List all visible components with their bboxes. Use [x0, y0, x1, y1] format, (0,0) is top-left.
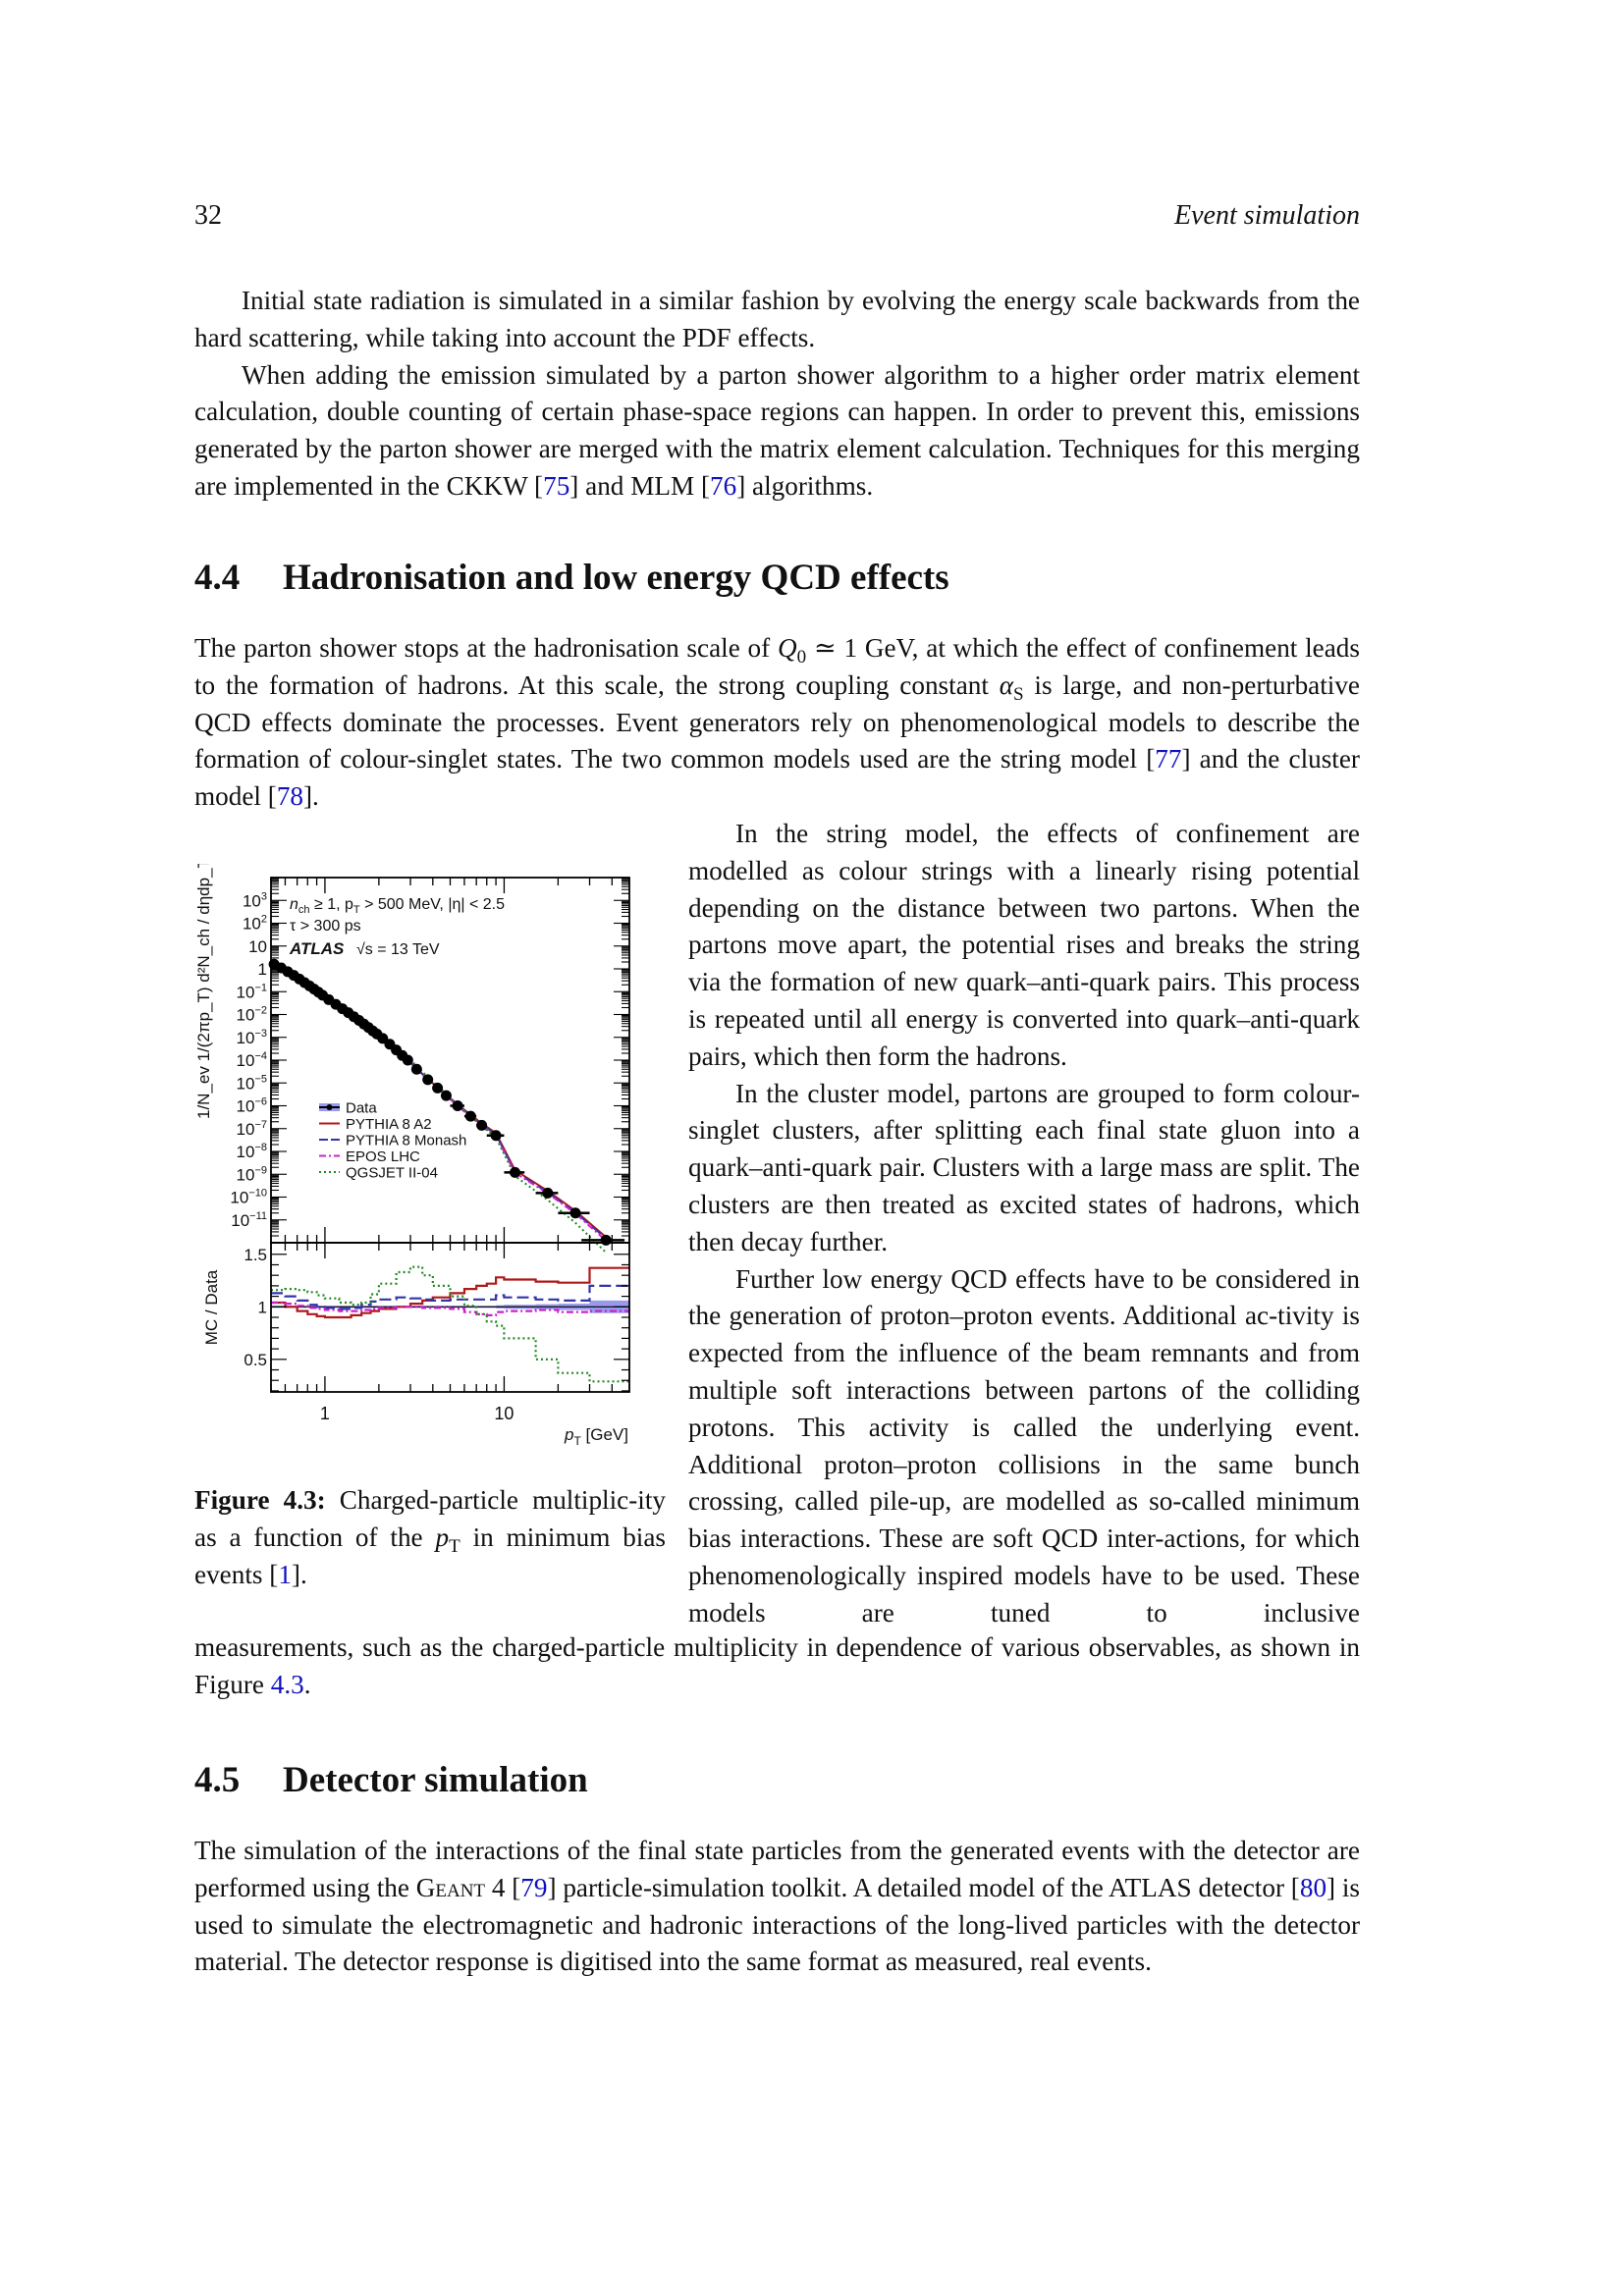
paragraph-low-energy-qcd: Further low energy QCD effects have to be considered in the generation of proton–proton events. Additional ac-tivity is expected from the influence of the beam remnants and from multiple soft interactions between partons of the colliding protons. This activity is called the underlying event. Additional proton–proton collisions in the same bunch crossing, called pile-up, are modelled as so-called minimum bias interactions. These are soft QCD inter-actions, for which phenomenologically inspired models have to be used. These models are tuned to inclusive	[688, 1263, 1360, 1628]
y-tick-label: $10^{-8}$	[236, 1142, 267, 1161]
math-q: Q	[777, 633, 797, 663]
data-point	[453, 1100, 463, 1111]
section-title: Detector simulation	[283, 1760, 588, 1800]
text: is large, and non-perturbative QCD effects dominate the processes. Event generators rely on phenomenological models to describe the formation of colour-singlet states. The two common models used are the string model [	[194, 669, 1360, 774]
mc-curve-pythia-8-a2	[274, 964, 606, 1237]
math-subscript: S	[1013, 683, 1024, 705]
data-point	[542, 1188, 553, 1199]
ratio-y-tick-label: 0.5	[244, 1350, 267, 1369]
paragraph-isr: Initial state radiation is simulated in a similar fashion by evolving the energy scale backwards from the hard scattering, while taking into account the PDF effects.	[194, 286, 1360, 352]
right-column-text	[688, 816, 1360, 1632]
text: The simulation of the interactions of the final state particles from the generated events with the detector are performed using the	[194, 1836, 1360, 1902]
y-tick-label: $10^{-3}$	[236, 1027, 267, 1047]
chart-svg	[191, 864, 663, 1463]
y-tick-label: $10^{-2}$	[236, 1004, 267, 1025]
data-point	[491, 1130, 502, 1141]
y-tick-label: $10^3$	[242, 890, 267, 911]
paragraph-string-model: In the string model, the effects of confinement are modelled as colour strings with a linearly rising potential depending on the distance between two partons. When the partons move apart, the potential rises and breaks the string via the formation of new quark–anti-quark pairs. This process is repeated until all energy is converted into quark–anti-quark pairs, which then form the hadrons.	[688, 819, 1360, 1071]
data-point	[411, 1064, 422, 1075]
section-number: 4.5	[194, 1760, 241, 1800]
legend	[319, 1100, 466, 1182]
paragraph-tuning	[194, 1629, 1360, 1704]
ratio-line-qgsjet-ii-04	[271, 1267, 629, 1382]
section-4-4-intro	[194, 630, 1360, 816]
x-axis-label: $p_T$ [GeV]	[565, 1425, 628, 1448]
text: in minimum bias events [	[194, 1522, 666, 1589]
legend-label: PYTHIA 8 A2	[346, 1116, 432, 1133]
text: ] algorithms.	[736, 470, 874, 501]
text: measurements, such as the charged-particle multiplicity in dependence of various observables, as shown in Figure	[194, 1632, 1360, 1699]
y-tick-label: $10^{-9}$	[236, 1164, 267, 1185]
paragraph-cluster-model: In the cluster model, partons are grouped to form colour-singlet clusters, after splitting each final state gluon into a quark–anti-quark pair. Clusters with a large mass are split. The clusters are then treated as excited states of hadrons, which then decay further.	[688, 1078, 1360, 1256]
running-title: Event simulation	[1174, 200, 1360, 231]
data-point	[403, 1055, 413, 1066]
paragraph-continuation	[194, 1629, 1360, 1704]
data-point	[422, 1074, 433, 1085]
y-tick-label: 10	[248, 936, 267, 956]
math-subscript: T	[449, 1535, 460, 1557]
x-tick-label: 10	[494, 1404, 514, 1423]
axes	[230, 878, 629, 1423]
section-title: Hadronisation and low energy QCD effects	[283, 558, 949, 598]
text: ≃ 1 GeV, at which the effect of confinement leads to the formation of hadrons. At this scale, the strong coupling constant	[194, 633, 1360, 700]
citation-link-77[interactable]: 77	[1155, 744, 1182, 774]
y-tick-label: $10^{-6}$	[236, 1095, 267, 1116]
data-point	[476, 1120, 487, 1131]
math-subscript: 0	[796, 647, 807, 667]
ratio-panel	[271, 1267, 629, 1382]
data-point	[570, 1207, 581, 1218]
mc-curve-epos-lhc	[274, 964, 606, 1241]
data-point	[465, 1111, 476, 1122]
legend-label: QGSJET II-04	[346, 1164, 438, 1182]
citation-link-79[interactable]: 79	[520, 1872, 548, 1902]
y-tick-label: $10^{-10}$	[230, 1187, 267, 1207]
section-heading-4-4	[194, 557, 1360, 600]
figure-4-3	[191, 864, 663, 1463]
text: ] and MLM [	[569, 470, 711, 501]
annotation-energy: √s = 13 TeV	[356, 941, 440, 958]
text: The parton shower stops at the hadronisation scale of	[194, 633, 778, 663]
page-number: 32	[194, 200, 222, 231]
ratio-y-tick-label: 1	[257, 1298, 267, 1317]
legend-label: PYTHIA 8 Monash	[346, 1132, 467, 1149]
text: ].	[291, 1559, 307, 1589]
math-alpha: α	[999, 669, 1013, 700]
y-tick-label: $10^{-4}$	[236, 1050, 267, 1070]
y-tick-label: $10^{-7}$	[236, 1118, 267, 1139]
y-tick-label: 1	[257, 960, 267, 979]
geant-name: Geant	[415, 1872, 486, 1902]
math-pt: p	[435, 1522, 450, 1552]
y-tick-label: $10^{-5}$	[236, 1073, 267, 1094]
citation-link-1[interactable]: 1	[278, 1559, 292, 1589]
citation-link-80[interactable]: 80	[1299, 1872, 1327, 1902]
legend-label: Data	[346, 1099, 377, 1117]
legend-label: EPOS LHC	[346, 1148, 420, 1165]
citation-link-76[interactable]: 76	[710, 470, 737, 501]
caption-label: Figure 4.3:	[194, 1485, 326, 1515]
text: Charged-particle multiplic-ity as a function of the	[194, 1485, 666, 1552]
section-heading-4-5	[194, 1759, 1360, 1802]
y-axis-label-main: 1/N_ev 1/(2πp_T) d²N_ch / dηdp_T [ GeV⁻² ]	[194, 864, 213, 1119]
ratio-y-tick-label: 1.5	[244, 1245, 267, 1264]
data-point	[601, 1235, 612, 1246]
text: ] is used to simulate the electromagnetic and hadronic interactions of the long-lived particles with the detector material. The detector response is digitised into the same format as measured, real events.	[194, 1872, 1361, 1977]
y-tick-label: $10^{-11}$	[231, 1209, 267, 1230]
section-4-5-body	[194, 1833, 1360, 1981]
atlas-label: ATLAS	[290, 939, 345, 958]
section-number: 4.4	[194, 558, 241, 598]
y-tick-label: $10^2$	[242, 913, 267, 934]
paragraph-detector-simulation	[194, 1833, 1360, 1981]
citation-link-75[interactable]: 75	[543, 470, 570, 501]
legend-marker	[327, 1104, 333, 1110]
annotation-lifetime: τ > 300 ps	[290, 918, 361, 934]
text: ] particle-simulation toolkit. A detailed model of the ATLAS detector [	[547, 1872, 1300, 1902]
figure-link-4-3[interactable]: 4.3	[270, 1669, 304, 1699]
data-point	[441, 1091, 452, 1101]
x-tick-label: 1	[319, 1404, 330, 1423]
text: ].	[303, 781, 319, 812]
paragraph-merging	[194, 357, 1360, 506]
paragraph-hadronisation	[194, 630, 1360, 816]
annotation-selection: $n_{ch} \ge 1$, $p_T > 500$ MeV, |η| < 2.5	[290, 896, 506, 916]
text: .	[303, 1669, 311, 1699]
data-point	[432, 1083, 443, 1094]
y-axis-label-ratio: MC / Data	[202, 1269, 221, 1346]
text: When adding the emission simulated by a parton shower algorithm to a higher order matrix element calculation, double counting of certain phase-space regions can happen. In order to prevent this, emissions generated by the parton shower are merged with the matrix element calculation. Techniques for this merging are implemented in the CKKW [	[194, 359, 1360, 501]
figure-caption	[194, 1482, 666, 1593]
text: ] and the cluster model [	[194, 744, 1360, 812]
intro-section	[194, 283, 1360, 506]
text: 4 [	[485, 1872, 521, 1902]
data-point	[510, 1167, 520, 1178]
citation-link-78[interactable]: 78	[276, 781, 303, 812]
y-tick-label: $10^{-1}$	[236, 982, 267, 1002]
